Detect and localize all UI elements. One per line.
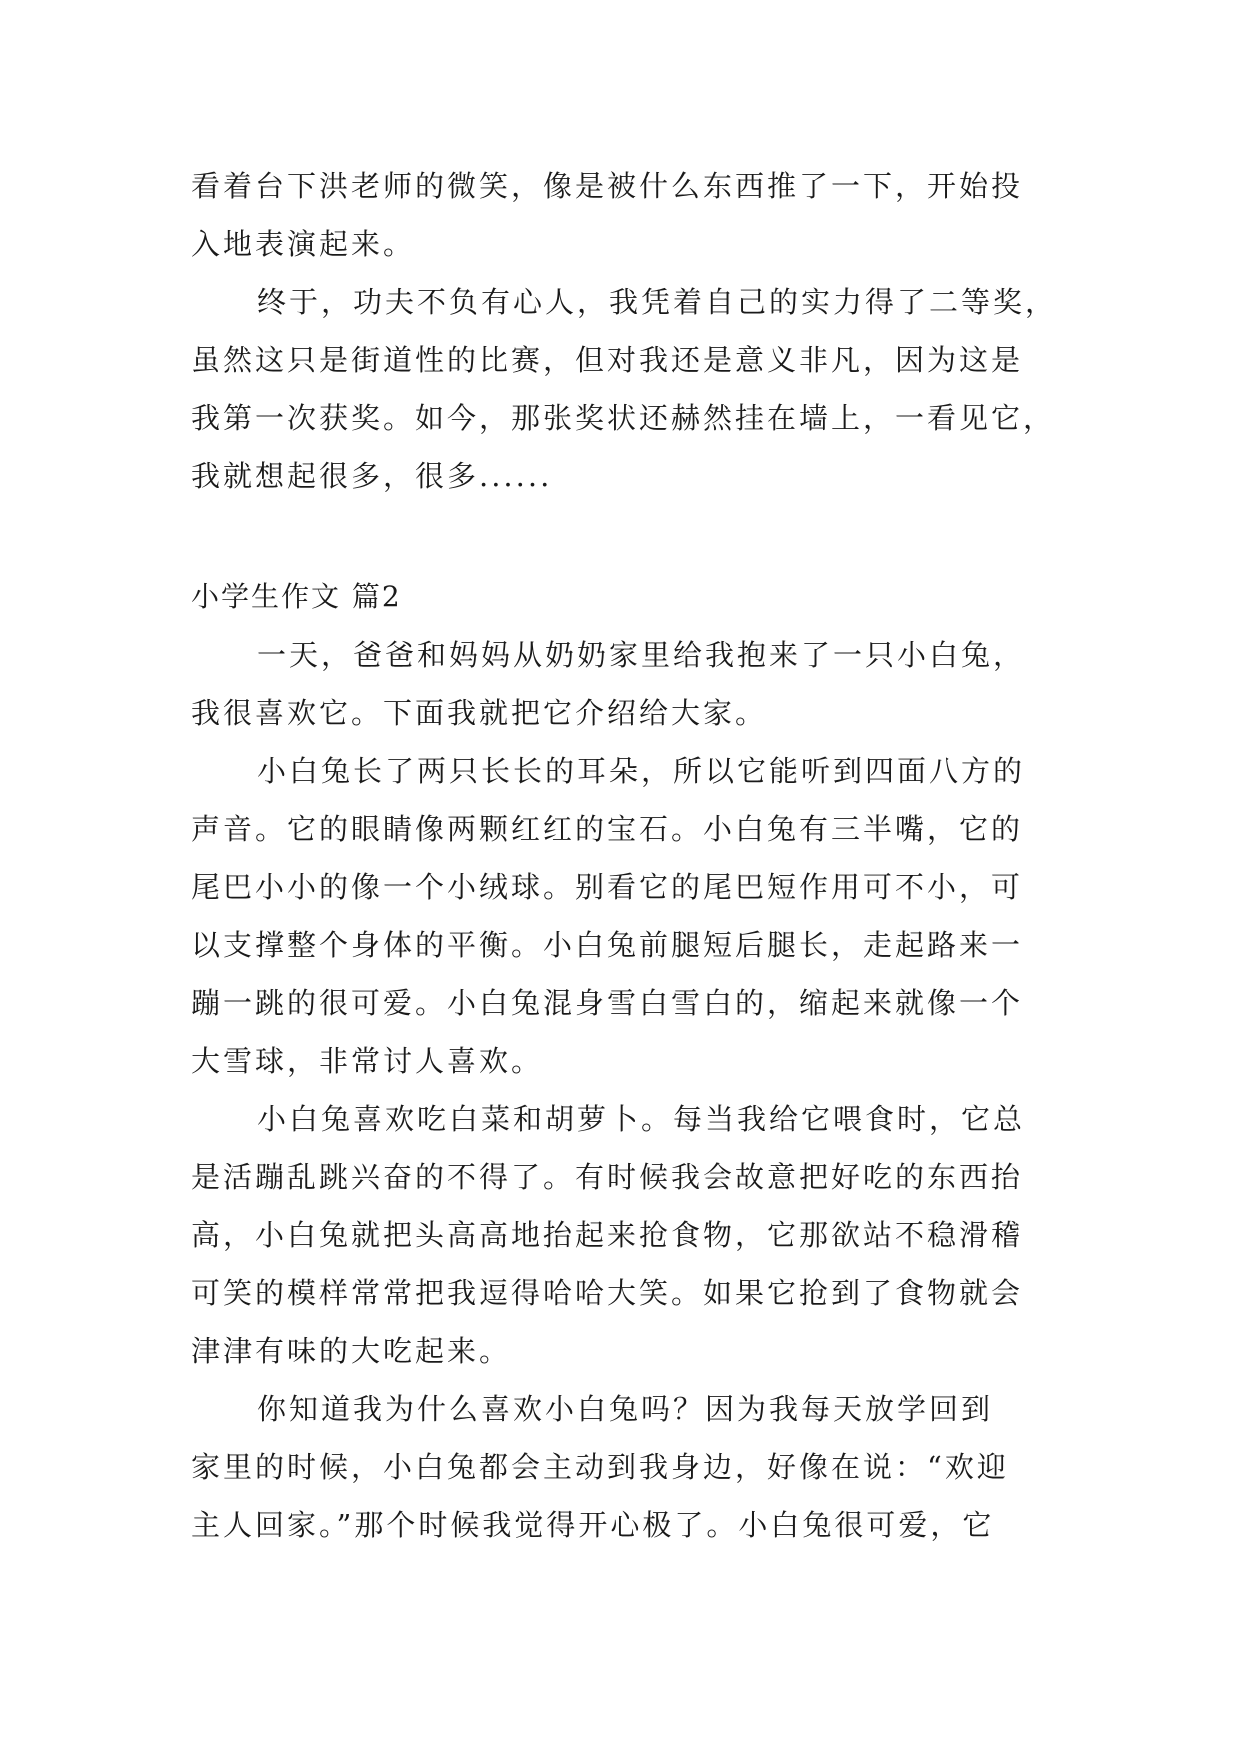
text-line: 入地表演起来。	[191, 227, 416, 261]
text-line: 看着台下洪老师的微笑，像是被什么东西推了一下，开始投	[191, 169, 1024, 203]
text-line: 高，小白兔就把头高高地抬起来抢食物，它那欲站不稳滑稽	[191, 1218, 1024, 1252]
text-line: 尾巴小小的像一个小绒球。别看它的尾巴短作用可不小，可	[191, 870, 1024, 904]
paragraph-start-line: 你知道我为什么喜欢小白兔吗？因为我每天放学回到	[257, 1392, 994, 1426]
text-line: 家里的时候，小白兔都会主动到我身边，好像在说：“欢迎	[191, 1450, 1009, 1484]
text-line: 大雪球，非常讨人喜欢。	[191, 1044, 544, 1078]
text-line: 虽然这只是街道性的比赛，但对我还是意义非凡，因为这是	[191, 343, 1024, 377]
text-line: 主人回家。”那个时候我觉得开心极了。小白兔很可爱，它	[191, 1508, 995, 1542]
text-line: 可笑的模样常常把我逗得哈哈大笑。如果它抢到了食物就会	[191, 1276, 1024, 1310]
paragraph-start-line: 小白兔喜欢吃白菜和胡萝卜。每当我给它喂食时，它总	[257, 1102, 1026, 1136]
essay-2-heading: 小学生作文 篇2	[191, 580, 402, 613]
text-line: 是活蹦乱跳兴奋的不得了。有时候我会故意把好吃的东西抬	[191, 1160, 1024, 1194]
text-line: 我第一次获奖。如今，那张奖状还赫然挂在墙上，一看见它，	[191, 401, 1056, 435]
paragraph-start-line: 终于，功夫不负有心人，我凭着自己的实力得了二等奖，	[257, 285, 1058, 319]
text-line: 以支撑整个身体的平衡。小白兔前腿短后腿长，走起路来一	[191, 928, 1024, 962]
text-line: 我就想起很多，很多......	[191, 459, 553, 493]
text-line: 我很喜欢它。下面我就把它介绍给大家。	[191, 696, 768, 730]
text-line: 声音。它的眼睛像两颗红红的宝石。小白兔有三半嘴，它的	[191, 812, 1024, 846]
text-line: 蹦一跳的很可爱。小白兔混身雪白雪白的，缩起来就像一个	[191, 986, 1024, 1020]
text-line: 津津有味的大吃起来。	[191, 1334, 512, 1368]
paragraph-start-line: 一天，爸爸和妈妈从奶奶家里给我抱来了一只小白兔，	[257, 638, 1026, 672]
essay-1-ending	[191, 157, 1058, 505]
paragraph-start-line: 小白兔长了两只长长的耳朵，所以它能听到四面八方的	[257, 754, 1026, 788]
essay-2-body	[191, 626, 1051, 1554]
